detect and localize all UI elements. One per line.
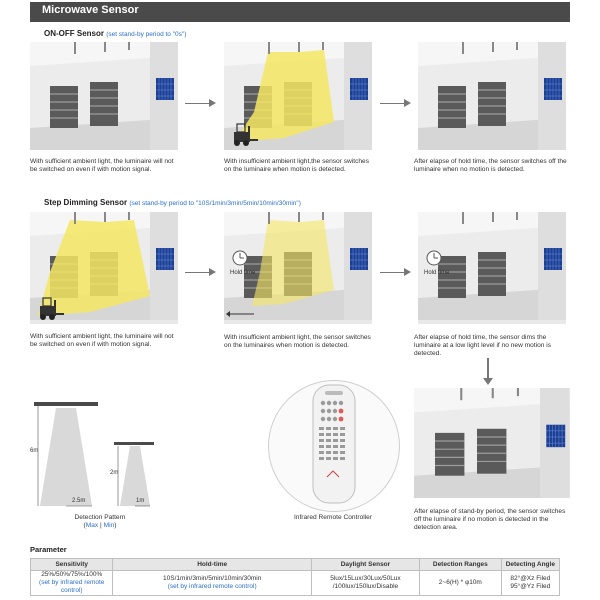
dimming-arrow-down — [487, 358, 489, 380]
dimming-note: (set stand-by period to "10S/1min/3min/5min/10min/30min") — [129, 200, 301, 207]
onoff-caption-1: With sufficient ambient light, the luminaire will not be switched on even if with motion signal. — [30, 158, 174, 173]
dimming-caption-3: After elapse of hold time, the sensor dims the luminaire at a low light level if no new motion is detected. — [414, 334, 552, 357]
daylight-value-2: /100lux/150lux/Disable — [332, 583, 399, 590]
dimming-scene-2 — [224, 212, 372, 324]
parameter-header-row — [31, 559, 560, 571]
cell-daylight — [311, 571, 419, 596]
cell-angle — [501, 571, 559, 596]
parameter-title: Parameter — [30, 545, 67, 554]
dimming-scene-4 — [414, 388, 570, 498]
dimming-scene-1 — [30, 212, 178, 324]
header-daylight-sensor: Daylight Sensor — [311, 559, 419, 571]
sensitivity-note: (set by infrared remote control) — [39, 579, 105, 594]
daylight-value-1: 5lux/15Lux/30Lux/50Lux — [330, 575, 401, 582]
legend-open: ( — [83, 522, 86, 529]
pattern-width-small: 1m — [136, 498, 145, 504]
detection-pattern-graphic — [30, 398, 160, 510]
header-hold-time: Hold-time — [113, 559, 311, 571]
detection-pattern-legend — [40, 522, 160, 530]
header-sensitivity: Sensitivity — [31, 559, 113, 571]
angle-value-2: 95°@Yz Filed — [510, 583, 551, 590]
detection-pattern-label — [40, 514, 160, 530]
cell-sensitivity — [31, 571, 113, 596]
parameter-table — [30, 558, 560, 596]
dimming-caption-2: With insufficient ambient light, the sensor switches on the luminaires when motion is detected. — [224, 334, 371, 349]
dimming-scene-3 — [418, 212, 566, 324]
pattern-width-large: 2.5m — [72, 498, 86, 504]
cell-range: 2~6(H) * φ10m — [419, 571, 501, 596]
angle-value-1: 82°@Xz Filed — [510, 575, 551, 582]
dimming-title — [44, 198, 301, 207]
dimming-caption-1: With sufficient ambient light, the luminaire will not be switched on even if with motion signal. — [30, 333, 174, 348]
header-detecting-angle: Detecting Angle — [501, 559, 559, 571]
pattern-height-large: 6m — [30, 448, 39, 454]
sensitivity-value: 25%/50%/75%/100% — [41, 571, 103, 578]
onoff-title — [44, 29, 186, 38]
legend-min: Min — [103, 522, 115, 529]
onoff-scene-3 — [418, 42, 566, 150]
section-title: Microwave Sensor — [42, 4, 139, 16]
dimming-title-text: Step Dimming Sensor — [44, 198, 128, 207]
remote-controller-label: Infrared Remote Controller — [293, 514, 373, 521]
onoff-note: (set stand-by period to "0s") — [106, 31, 187, 38]
dimming-caption-4: After elapse of stand-by period, the sensor switches off the luminaire if no motion is detected in the detection area. — [414, 508, 566, 531]
dimming-arrow-down-head — [483, 378, 493, 385]
pattern-height-small: 2m — [110, 470, 119, 476]
onoff-caption-3: After elapse of hold time, the sensor switches off the luminaire when no motion is detected. — [414, 158, 567, 173]
detection-pattern-title: Detection Pattern — [74, 514, 126, 521]
onoff-caption-2: With insufficient ambient light,the sensor switches on the luminaire when motion is detected. — [224, 158, 370, 173]
onoff-scene-2 — [224, 42, 372, 150]
hold-time-note: (set by infrared remote control) — [167, 583, 257, 590]
header-detection-ranges: Detection Ranges — [419, 559, 501, 571]
legend-separator: | — [98, 522, 104, 529]
legend-max: Max — [85, 522, 99, 529]
onoff-scene-1 — [30, 42, 178, 150]
parameter-value-row — [31, 571, 560, 596]
hold-time-label-2: Hold time — [424, 270, 450, 276]
legend-close: ) — [114, 522, 117, 529]
remote-controller-graphic — [268, 380, 400, 512]
hold-time-label-1: Hold time — [230, 270, 256, 276]
cell-hold-time — [113, 571, 311, 596]
hold-time-value: 10S/1min/3min/5min/10min/30min — [163, 575, 262, 582]
onoff-title-text: ON-OFF Sensor — [44, 29, 105, 38]
